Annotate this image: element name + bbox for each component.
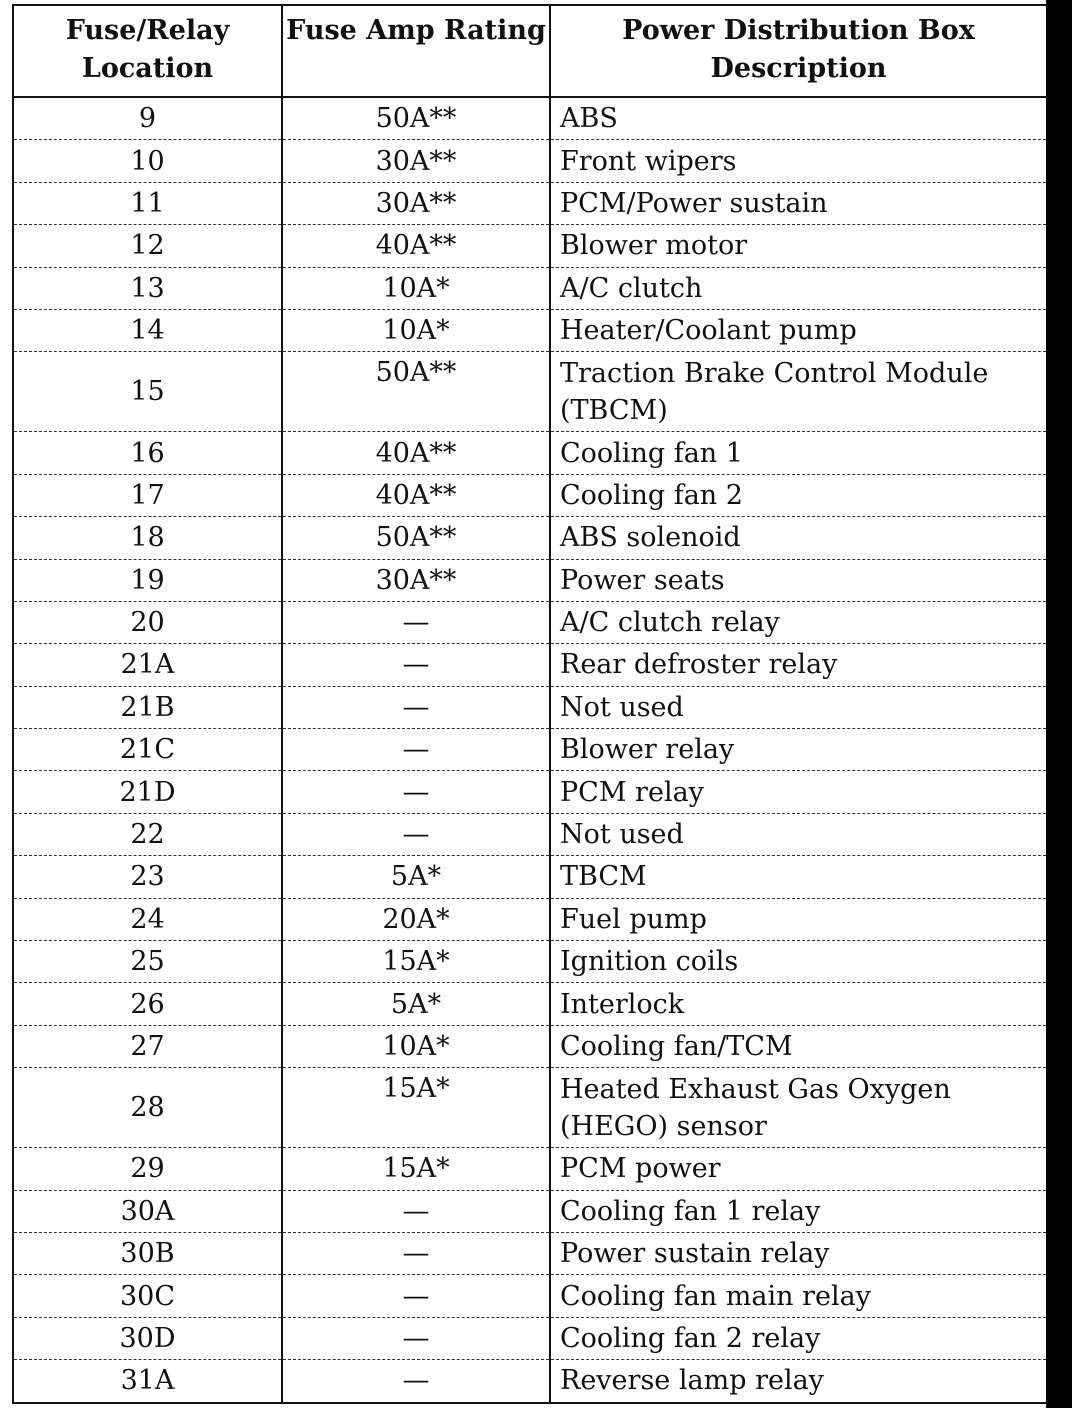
- cell-amp-rating: —: [282, 1317, 550, 1359]
- cell-amp-rating: 5A*: [282, 856, 550, 898]
- table-row: [13, 352, 1047, 432]
- table-row: [13, 97, 1047, 140]
- cell-amp-rating: —: [282, 644, 550, 686]
- cell-amp-rating: —: [282, 1360, 550, 1403]
- cell-description: Cooling fan 1 relay: [550, 1190, 1047, 1232]
- cell-location: 16: [13, 432, 282, 474]
- cell-amp-rating: —: [282, 1232, 550, 1274]
- cell-location: 14: [13, 309, 282, 351]
- cell-description: Blower motor: [550, 225, 1047, 267]
- header-row: [13, 5, 1047, 97]
- table-row: [13, 474, 1047, 516]
- cell-amp-rating: 20A*: [282, 898, 550, 940]
- cell-location: 9: [13, 97, 282, 140]
- cell-amp-rating: 10A*: [282, 1025, 550, 1067]
- table-row: [13, 1190, 1047, 1232]
- cell-description: ABS solenoid: [550, 517, 1047, 559]
- table-row: [13, 1275, 1047, 1317]
- cell-amp-rating: 40A**: [282, 474, 550, 516]
- cell-description: Reverse lamp relay: [550, 1360, 1047, 1403]
- table-row: [13, 267, 1047, 309]
- table-row: [13, 1232, 1047, 1274]
- cell-location: 31A: [13, 1360, 282, 1403]
- table-header: [13, 5, 1047, 97]
- cell-amp-rating: 15A*: [282, 941, 550, 983]
- cell-amp-rating: 15A*: [282, 1148, 550, 1190]
- table-row: [13, 182, 1047, 224]
- cell-location: 21C: [13, 729, 282, 771]
- cell-amp-rating: 30A**: [282, 182, 550, 224]
- table-row: [13, 225, 1047, 267]
- cell-description: PCM relay: [550, 771, 1047, 813]
- table-row: [13, 856, 1047, 898]
- cell-location: 15: [13, 352, 282, 432]
- table-row: [13, 898, 1047, 940]
- cell-description: Rear defroster relay: [550, 644, 1047, 686]
- cell-location: 27: [13, 1025, 282, 1067]
- cell-amp-rating: —: [282, 813, 550, 855]
- cell-amp-rating: 50A**: [282, 517, 550, 559]
- cell-description: Not used: [550, 813, 1047, 855]
- cell-description: A/C clutch: [550, 267, 1047, 309]
- cell-description: Heater/Coolant pump: [550, 309, 1047, 351]
- cell-description: Cooling fan main relay: [550, 1275, 1047, 1317]
- cell-amp-rating: 10A*: [282, 309, 550, 351]
- table-row: [13, 517, 1047, 559]
- table-row: [13, 601, 1047, 643]
- table-row: [13, 559, 1047, 601]
- cell-location: 17: [13, 474, 282, 516]
- cell-description: A/C clutch relay: [550, 601, 1047, 643]
- cell-amp-rating: 5A*: [282, 983, 550, 1025]
- cell-amp-rating: —: [282, 729, 550, 771]
- cell-amp-rating: 40A**: [282, 225, 550, 267]
- header-description: Power Distribution Box Description: [550, 5, 1047, 97]
- cell-location: 20: [13, 601, 282, 643]
- cell-location: 10: [13, 140, 282, 182]
- table-row: [13, 644, 1047, 686]
- table-row: [13, 983, 1047, 1025]
- cell-amp-rating: 30A**: [282, 559, 550, 601]
- cell-location: 29: [13, 1148, 282, 1190]
- cell-amp-rating: —: [282, 1275, 550, 1317]
- cell-amp-rating: 30A**: [282, 140, 550, 182]
- cell-amp-rating: —: [282, 686, 550, 728]
- table-row: [13, 1317, 1047, 1359]
- cell-description: Traction Brake Control Module (TBCM): [550, 352, 1047, 432]
- cell-location: 21B: [13, 686, 282, 728]
- cell-description: PCM power: [550, 1148, 1047, 1190]
- cell-amp-rating: —: [282, 1190, 550, 1232]
- cell-description: Front wipers: [550, 140, 1047, 182]
- cell-amp-rating: 10A*: [282, 267, 550, 309]
- cell-location: 24: [13, 898, 282, 940]
- table-row: [13, 432, 1047, 474]
- cell-location: 22: [13, 813, 282, 855]
- cell-location: 28: [13, 1068, 282, 1148]
- cell-description: Fuel pump: [550, 898, 1047, 940]
- cell-description: TBCM: [550, 856, 1047, 898]
- cell-location: 30A: [13, 1190, 282, 1232]
- table-row: [13, 1360, 1047, 1403]
- cell-location: 26: [13, 983, 282, 1025]
- cell-location: 21D: [13, 771, 282, 813]
- header-location: Fuse/Relay Location: [13, 5, 282, 97]
- header-amp-rating: Fuse Amp Rating: [282, 5, 550, 97]
- cell-location: 12: [13, 225, 282, 267]
- cell-location: 30D: [13, 1317, 282, 1359]
- cell-description: Ignition coils: [550, 941, 1047, 983]
- cell-description: Power seats: [550, 559, 1047, 601]
- cell-location: 13: [13, 267, 282, 309]
- cell-description: PCM/Power sustain: [550, 182, 1047, 224]
- table-row: [13, 941, 1047, 983]
- table-row: [13, 140, 1047, 182]
- table-row: [13, 813, 1047, 855]
- cell-location: 23: [13, 856, 282, 898]
- cell-location: 25: [13, 941, 282, 983]
- cell-description: Interlock: [550, 983, 1047, 1025]
- cell-amp-rating: 40A**: [282, 432, 550, 474]
- cell-amp-rating: 50A**: [282, 97, 550, 140]
- cell-location: 30C: [13, 1275, 282, 1317]
- cell-location: 21A: [13, 644, 282, 686]
- table-row: [13, 1148, 1047, 1190]
- cell-description: Power sustain relay: [550, 1232, 1047, 1274]
- table-body: [13, 97, 1047, 1403]
- table-row: [13, 729, 1047, 771]
- cell-description: Not used: [550, 686, 1047, 728]
- cell-description: Cooling fan 2 relay: [550, 1317, 1047, 1359]
- table-row: [13, 771, 1047, 813]
- cell-description: Blower relay: [550, 729, 1047, 771]
- right-edge-bar: [1046, 0, 1072, 1408]
- cell-description: ABS: [550, 97, 1047, 140]
- table-row: [13, 1025, 1047, 1067]
- cell-location: 30B: [13, 1232, 282, 1274]
- cell-description: Heated Exhaust Gas Oxygen (HEGO) sensor: [550, 1068, 1047, 1148]
- table-row: [13, 309, 1047, 351]
- table-row: [13, 1068, 1047, 1148]
- cell-description: Cooling fan 2: [550, 474, 1047, 516]
- cell-amp-rating: 15A*: [282, 1068, 550, 1148]
- cell-amp-rating: —: [282, 771, 550, 813]
- cell-location: 11: [13, 182, 282, 224]
- cell-location: 19: [13, 559, 282, 601]
- fuse-relay-table: [12, 4, 1048, 1404]
- cell-amp-rating: —: [282, 601, 550, 643]
- cell-amp-rating: 50A**: [282, 352, 550, 432]
- cell-location: 18: [13, 517, 282, 559]
- table-row: [13, 686, 1047, 728]
- cell-description: Cooling fan/TCM: [550, 1025, 1047, 1067]
- cell-description: Cooling fan 1: [550, 432, 1047, 474]
